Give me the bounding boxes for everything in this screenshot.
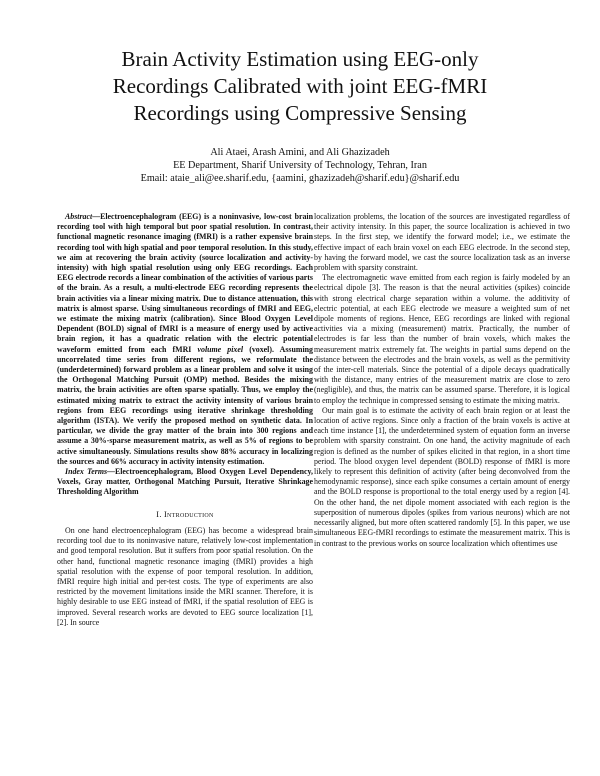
left-column — [57, 212, 313, 628]
title-line-1: Brain Activity Estimation using EEG-only — [121, 47, 479, 71]
title-line-3: Recordings using Compressive Sensing — [133, 101, 467, 125]
right-paragraph-2: The electromagnetic wave emitted from each region is fairly modeled by an electrical dipole [3]. The reason is that the neural activities (spikes) coincide with strong electrical charge separation within a volume. the additivity of electric potential, at each EEG electrode we measure a weighted sum of net dipole moments of regions. Hence, EEG recordings are linked with regional activities via a mixing (measurement) matrix. Practically, the number of electrodes is far less than the number of brain voxels, which makes the measurement matrix extremely fat. The weights in partial sums depend on the distance between the electrodes and the brain voxels, as well as the permitivity of the inter-cell materials. Since the potential of a dipole decays quadratically with the distance, many entries of the measurement matrix are close to zero (negligible), and thus, the matrix can be assumed sparse. Therefore, it is logical to employ the technique in compressed sensing to estimate the mixing matrix. — [314, 273, 570, 405]
abstract — [57, 212, 313, 467]
right-paragraph-3: Our main goal is to estimate the activity of each brain region or at least the location of active regions. Since only a fraction of the brain voxels is active at each time instance [1], the underdetermined system of equation form an inverse problem with sparsity constraint. On one hand, the activity magnitude of each region is defined as the number of spikes elicited in that region, in a short time period. The blood oxygen level dependent (BOLD) response of fMRI is more likely to represent this definition of activity (after being deconvolved from the hemodynamic response), since each spike consumes a certain amount of energy and the BOLD response is proportional to the total energy used by a region [4]. On the other hand, the net dipole moment associated with each region is the superposition of numerous dipoles (spikes from various neurons) which are not necessarily aligned, but more often scattered randomly [5]. In this paper, we use simultaneous EEG-fMRI recordings to estimate the measurement matrix. This is in contrast to the previous works on source localization which oftentimes use — [314, 405, 570, 548]
intro-paragraph-1: On one hand electroencephalogram (EEG) has become a widespread brain recording tool due to its noninvasive nature, relatively low-cost implementation and good temporal resolution. But it suffers from poor spatial resolution. On the other hand, functional magnetic resonance imaging (fMRI) provides a high spatial resolution with the expense of poor temporal resolution. In addition, fMRI require high initial and per-test costs. The type of experiments are also restricted by the movement limitations inside the MRI scanner. Therefore, it is highly desirable to use EEG instead of fMRI, if the spatial resolution of EEG is improved. Several research works are devoted to EEG source localization [1], [2]. In source — [57, 525, 313, 627]
right-paragraph-1: localization problems, the location of the sources are investigated regardless of their activity intensity. In this paper, the source localization is achieved in two steps. In the first step, we identify the forward model; i.e., we estimate the effective impact of each brain voxel on each EEG electrode. In the second step, by having the forward model, we cast the source localization task as an inverse problem with sparsity constraint. — [314, 212, 570, 273]
author-block — [40, 146, 560, 186]
author-email: Email: ataie_ali@ee.sharif.edu, {aamini, ghazizadeh@sharif.edu}@sharif.edu — [140, 173, 460, 185]
abstract-label: Abstract — [65, 212, 93, 221]
abstract-text-continued: (voxel). Assuming uncorrelated time series from different regions, we reformulate the (underdetermined) forward problem as a linear problem and solve it using the Orthogonal Matching Pursuit (OMP) method. Besides the mixing matrix, the brain activities are often sparse spatially. Thus, we employ the estimated mixing matrix to extract the activity intensity of various brain regions from EEG recordings using iterative shrinkage thresholding algorithm (ISTA). We verify the proposed method on synthetic data. In particular, we divide the gray matter of the brain into 300 regions and assume a 30%-sparse measurement matrix, as well as 5% of regions to be active simultaneously. Simulations results show 88% accuracy in localizing the sources and 66% accuracy in activity intensity estimation. — [57, 344, 313, 466]
abstract-text: —Electroencephalogram (EEG) is a noninvasive, low-cost brain recording tool with high temporal but poor spatial resolution. In contrast, functional magnetic resonance imaging (fMRI) is a rather expensive brain recording tool with high spatial and poor temporal resolution. In this study, we aim at recovering the brain activity (source localization and activity-intensity) with high spatial resolution using only EEG recordings. Each EEG electrode records a linear combination of the activities of various parts of the brain. As a result, a multi-electrode EEG recording represents the brain activities via a linear mixing matrix. Due to distance attenuation, this matrix is almost sparse. Using simultaneous recordings of fMRI and EEG, we estimate the mixing matrix (calibration). Since Blood Oxygen Level Dependent (BOLD) signal of fMRI is a measure of energy used by active brain region, it has a quadratic relation with the electric potential waveform emitted from each fMRI — [57, 212, 313, 354]
right-column — [314, 212, 570, 549]
section-heading-introduction: I. Introduction — [156, 509, 214, 519]
index-terms-text: —Electroencephalogram, Blood Oxygen Level Dependency, Voxels, Gray matter, Orthogonal Matching Pursuit, Iterative Shrinkage Thresholding Algorithm — [57, 467, 313, 497]
author-names: Ali Ataei, Arash Amini, and Ali Ghazizadeh — [210, 147, 390, 158]
abstract-italic-term: volume pixel — [197, 344, 244, 354]
title-line-2: Recordings Calibrated with joint EEG-fMRI — [112, 74, 488, 98]
index-terms — [57, 467, 313, 498]
paper-title — [40, 46, 560, 127]
author-affiliation: EE Department, Sharif University of Technology, Tehran, Iran — [173, 160, 427, 172]
index-terms-label: Index Terms — [65, 467, 108, 477]
